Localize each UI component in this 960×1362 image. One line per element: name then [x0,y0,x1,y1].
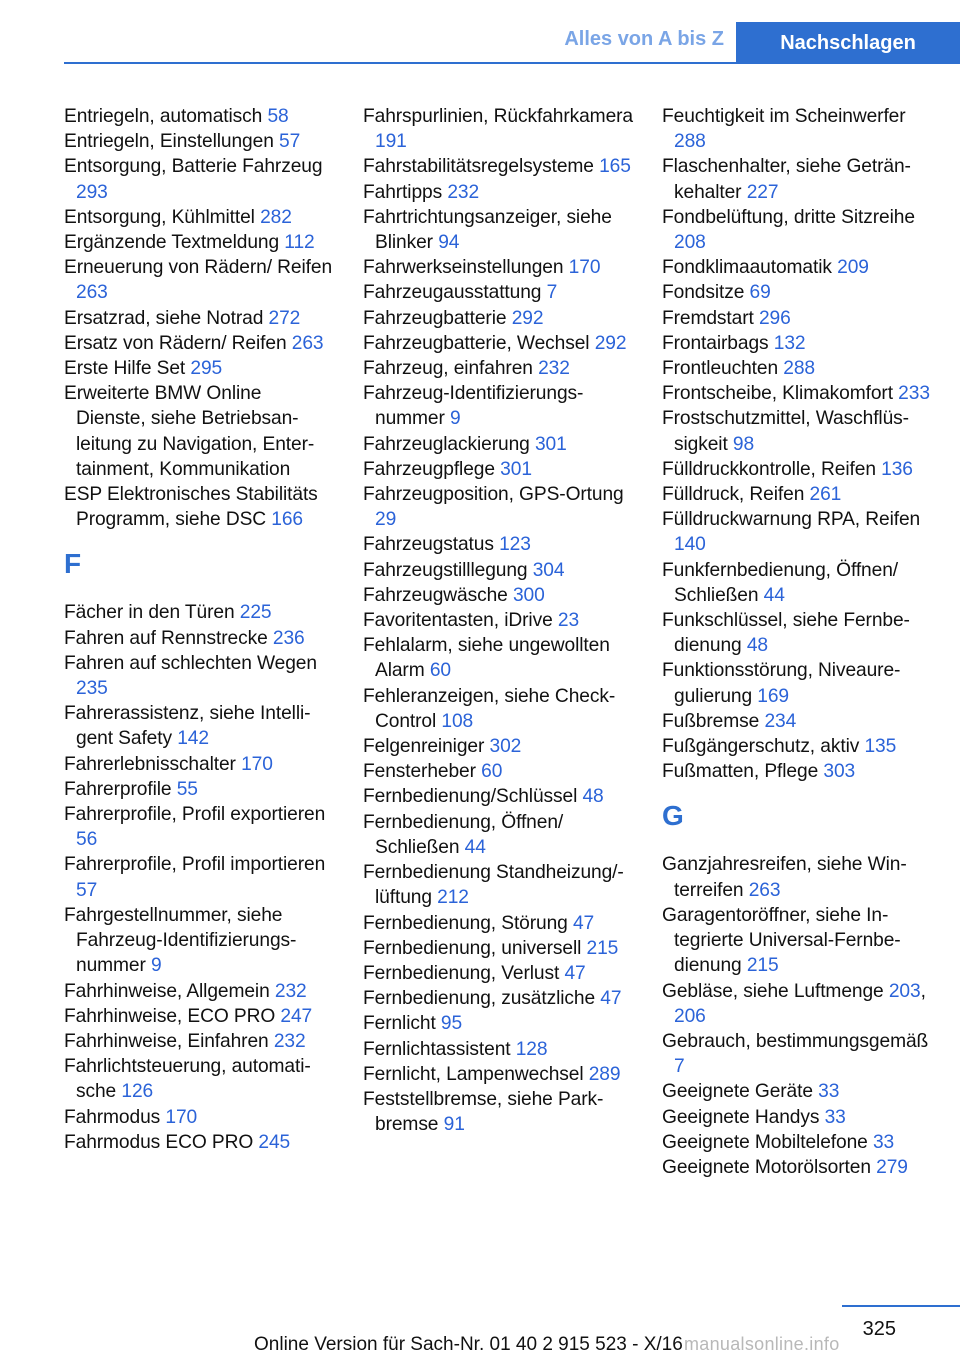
index-entry-text: Fahrzeugposition, GPS-Ortung [363,484,624,506]
index-entry [64,482,334,532]
index-entry [662,903,932,979]
index-column-1 [64,104,334,1155]
index-entry-text: Erneuerung von Rädern/ Reifen [64,257,333,279]
index-entry-text: Fondsitze [662,282,750,304]
page-link[interactable]: 48 [746,635,768,657]
index-entry [363,432,633,457]
index-entry-text: Fernbedienung, Öffnen/ Schließen [363,811,564,858]
page-link[interactable]: 7 [546,282,558,304]
page-link[interactable]: 295 [190,358,223,380]
index-entry [64,1029,334,1054]
index-entry [363,205,633,255]
index-entry-text: Fahrzeugpflege [363,458,501,480]
index-entry-text: Fernbedienung, Störung [363,912,573,934]
page-link[interactable]: 135 [864,736,897,758]
index-entry-text: Fahrzeugausstattung [363,282,547,304]
index-entry [363,1011,633,1036]
index-entry-text: Felgenreiniger [363,736,490,758]
index-letter-heading: G [662,800,684,832]
index-entry [363,255,633,280]
page-link[interactable]: 60 [481,761,503,783]
index-entry-text: Fahrerprofile [64,778,177,800]
index-entry [64,651,334,701]
index-entry-text: Frostschutzmittel, Waschflüssigkeit [662,408,910,455]
index-entry [662,306,932,331]
page-link[interactable]: 94 [438,232,460,254]
page-link[interactable]: 170 [241,753,273,775]
index-entry-text: Fehlalarm, siehe ungewollten Alarm [363,635,610,682]
page-link[interactable]: 191 [375,131,407,153]
index-column-3 [662,104,932,1180]
page-link[interactable]: 288 [674,131,706,153]
page-link[interactable]: 225 [239,602,272,624]
index-entry [662,280,932,305]
page-link[interactable]: 33 [818,1081,840,1103]
index-entry-text: Fahrerassistenz, siehe Intelligent Safety [64,703,311,750]
index-entry-text: Fahrtrichtungsanzeiger, siehe Blinker [363,206,612,254]
index-entry [363,961,633,986]
index-entry [662,734,932,759]
index-entry-text: Fahrspurlinien, Rückfahrkamera [363,106,634,127]
index-entry [64,1004,334,1029]
index-entry-text: Fernlicht [363,1013,441,1035]
index-entry-text: Flaschenhalter, siehe Getränkehalter [662,156,911,203]
footer-rule [842,1305,960,1307]
page-link[interactable]: 288 [783,358,815,380]
page-link[interactable]: 56 [76,829,98,851]
index-entry [64,104,334,129]
page-link[interactable]: 263 [76,282,108,304]
page-link[interactable]: 126 [121,1081,154,1103]
page-link[interactable]: 132 [773,332,806,354]
index-entry [363,457,633,482]
index-entry [662,331,932,356]
page-link[interactable]: 303 [823,761,856,783]
index-entry [363,482,633,532]
index-entry [662,1155,932,1180]
page-link[interactable]: 292 [594,332,627,354]
index-entry [363,306,633,331]
index-entry [64,331,334,356]
index-entry [64,701,334,751]
page-link[interactable]: 212 [437,887,469,909]
header-rule [64,62,960,64]
index-entry [662,759,932,784]
index-entry-text: Ganzjahresreifen, siehe Winterreifen [662,854,907,901]
index-entry [363,734,633,759]
index-entry-text: Geeignete Geräte [662,1081,819,1103]
index-entry-text: Fahrmodus [64,1106,166,1128]
index-entry-text: Fernbedienung, universell [363,937,587,959]
index-entry-text: Funkfernbedienung, Öffnen/ Schließen [662,559,898,606]
index-entry-text: Frontleuchten [662,358,784,380]
page-link[interactable]: 232 [447,181,480,203]
page-link[interactable]: 279 [876,1156,908,1178]
page-link[interactable]: 247 [280,1005,313,1027]
page-header [0,0,960,64]
page-link[interactable]: 123 [499,534,531,556]
index-entry-text: Fernbedienung, zusätzliche [363,988,601,1010]
index-entry-text: Fernbedienung/Schlüssel [363,786,583,808]
index-entry [363,356,633,381]
index-entry-text: Ersatz von Rädern/ Reifen [64,332,292,354]
index-entry [363,331,633,356]
page-link[interactable]: 296 [758,307,791,329]
index-entry-text: Fahrmodus ECO PRO [64,1131,259,1153]
page-link[interactable]: 232 [538,358,570,380]
index-entry [64,255,334,305]
index-entry [64,356,334,381]
page-link[interactable]: 215 [586,937,619,959]
page-link[interactable]: 128 [515,1038,548,1060]
index-entry-text: Fensterheber [363,761,482,783]
index-entry-text: Fernbedienung, Verlust [363,962,565,984]
index-entry [363,381,633,431]
index-entry-text: Frontairbags [662,332,774,354]
page-link[interactable]: 57 [279,131,301,153]
index-entry-text: Fernlichtassistent [363,1038,516,1060]
index-entry-text: Entriegeln, automatisch [64,106,268,127]
index-entry [363,784,633,809]
index-entry-text: Fahrerprofile, Profil exportieren [64,804,326,826]
index-entry-text: Fahrtipps [363,181,448,203]
index-entry-text: Fahrzeugstatus [363,534,500,556]
index-entry-text: Ersatzrad, siehe Notrad [64,307,269,329]
page-link[interactable]: 98 [732,433,755,455]
page-link[interactable]: 33 [872,1131,895,1153]
page-link[interactable]: 293 [76,181,108,203]
index-entry-text: Fahrgestellnummer, siehe Fahrzeug-Identifizierungsnummer [64,904,297,977]
index-entry-text: Fahrerlebnisschalter [64,753,242,775]
index-entry [363,280,633,305]
index-entry-text: Feststellbremse, siehe Parkbremse [363,1088,604,1136]
page-link[interactable]: 292 [511,307,544,329]
index-entry-text: ESP Elektronisches Stabilitäts Programm, siehe DSC [64,484,318,531]
index-entry [64,381,334,482]
page-link[interactable]: 304 [532,559,565,581]
index-entry-text: Fahrerprofile, Profil importieren [64,854,326,876]
index-entry [363,154,633,179]
page-link[interactable]: 95 [440,1013,463,1035]
page-link[interactable]: 9 [151,955,162,977]
index-entry [662,255,932,280]
page-link[interactable]: 215 [746,955,779,977]
page-link[interactable]: 203 [888,980,921,1002]
page-link[interactable]: 23 [557,610,580,632]
page-link[interactable]: 165 [599,156,631,178]
index-entry [363,583,633,608]
index-column-2 [363,104,633,1137]
index-entry [64,1130,334,1155]
index-entry [662,709,932,734]
index-entry-text: Entsorgung, Kühlmittel [64,206,261,228]
index-entry-text: Fahrzeugwäsche [363,584,513,606]
index-entry [363,936,633,961]
page-link[interactable]: 235 [76,678,108,700]
page-link[interactable]: 112 [284,232,315,254]
index-entry-text: Geeignete Mobiltelefone [662,1131,873,1153]
page-link[interactable]: 263 [291,332,324,354]
page-link[interactable]: 302 [489,736,522,758]
index-entry [363,1037,633,1062]
index-entry-text: Fahrhinweise, Allgemein [64,980,275,1002]
page-link[interactable]: 108 [441,710,474,732]
page-link[interactable]: 170 [165,1106,198,1128]
page-link[interactable]: 142 [177,728,209,750]
index-entry-text: Fußmatten, Pflege [662,761,824,783]
page-link[interactable]: 263 [748,879,781,901]
index-entry [363,684,633,734]
index-entry [662,658,932,708]
index-entry [363,810,633,860]
index-entry [64,777,334,802]
index-entry [363,180,633,205]
index-entry [363,558,633,583]
index-entry [64,1054,334,1104]
index-entry-text: Funktionsstörung, Niveauregulierung [662,660,901,707]
index-entry [363,532,633,557]
index-entry [662,356,932,381]
page-link[interactable]: 60 [429,660,451,682]
index-entry [64,205,334,230]
index-entry-text: Geeignete Motorölsorten [662,1156,877,1178]
page-link[interactable]: 245 [258,1131,291,1153]
page-link[interactable]: 44 [464,836,486,858]
index-entry-text: Fahren auf Rennstrecke [64,627,273,649]
index-entry-text: Fondklimaautomatik [662,257,838,279]
index-entry [662,457,932,482]
page-link[interactable]: 208 [674,232,706,254]
index-entry [64,802,334,852]
index-entry [662,608,932,658]
page-link[interactable]: 272 [268,307,301,329]
index-entry [363,986,633,1011]
index-entry [363,860,633,910]
index-entry [662,507,932,557]
index-entry [662,1105,932,1130]
page-link[interactable]: 301 [500,458,532,480]
index-entry-text: Fahrwerkseinstellungen [363,257,569,279]
page-link[interactable]: 232 [274,980,307,1002]
index-entry [64,979,334,1004]
index-entry-text: Erweiterte BMW Online Dienste, siehe Betriebsanleitung zu Navigation, Entertainment, Kommunikation [64,383,315,480]
page-link[interactable]: 166 [271,509,303,531]
page-link[interactable]: 33 [824,1106,846,1128]
index-entry-text: Gebrauch, bestimmungsgemäß [662,1030,929,1052]
index-entry-text: Fußgängerschutz, aktiv [662,736,865,758]
index-entry-text: Fahrhinweise, Einfahren [64,1030,274,1052]
index-entry [64,1105,334,1130]
index-entry-text: Fahrzeug-Identifizierungsnummer [363,383,584,430]
page-link[interactable]: 233 [898,383,930,405]
index-entry-text: Gebläse, siehe Luftmenge [662,980,889,1002]
page-link[interactable]: 289 [588,1063,621,1085]
index-entry-text: Fülldruckwarnung RPA, Reifen [662,509,921,531]
index-entry [64,626,334,651]
index-entry-text: Favoritentasten, iDrive [363,610,558,632]
index-entry [662,558,932,608]
index-entry [662,1079,932,1104]
index-entry-text: Fremdstart [662,307,759,329]
page-link[interactable]: 55 [176,778,198,800]
index-entry [662,852,932,902]
page-link[interactable]: 236 [272,627,305,649]
page-link[interactable]: 170 [568,257,601,279]
index-entry-text: Ergänzende Textmeldung [64,232,285,254]
index-entry [363,911,633,936]
index-entry [64,154,334,204]
online-version-note: Online Version für Sach-Nr. 01 40 2 915 523 - X/16 [254,1334,683,1355]
page-link[interactable]: 57 [76,879,98,901]
page-link[interactable]: 91 [443,1114,465,1136]
index-entry-text: Fahrzeugbatterie, Wechsel [363,332,595,354]
index-entry [662,979,932,1029]
index-entry-text: Fernlicht, Lampenwechsel [363,1063,589,1085]
page-separator: , [920,980,926,1002]
index-entry-text: Frontscheibe, Klimakomfort [662,383,899,405]
page-link[interactable]: 29 [375,509,397,531]
page-link[interactable]: 47 [564,962,586,984]
index-entry [64,903,334,979]
index-entry [64,852,334,902]
index-entry [363,759,633,784]
index-entry [64,600,334,625]
page-link[interactable]: 9 [450,408,461,430]
page-link[interactable]: 301 [534,433,567,455]
index-entry [662,1130,932,1155]
page-link[interactable]: 47 [572,912,595,934]
index-entry [64,306,334,331]
page-number: 325 [862,1318,896,1340]
page-link[interactable]: 232 [273,1030,306,1052]
index-entry [363,1087,633,1137]
index-entry [662,104,932,154]
index-entry [662,154,932,204]
page-link[interactable]: 69 [749,282,771,304]
page-link[interactable]: 206 [674,1005,706,1027]
index-entry [64,230,334,255]
page-link[interactable]: 136 [881,458,913,480]
index-entry-text: Erste Hilfe Set [64,358,191,380]
index-entry-text: Fahrzeugbatterie [363,307,512,329]
page-link[interactable]: 300 [512,584,545,606]
index-entry-text: Entsorgung, Batterie Fahrzeug [64,156,323,178]
page-link[interactable]: 234 [764,710,797,732]
index-entry-text: Funkschlüssel, siehe Fernbedienung [662,610,910,657]
index-entry-text: Entriegeln, Einstellungen [64,131,280,153]
index-entry-text: Fülldruck, Reifen [662,484,810,506]
index-entry-text: Fahrzeugstilllegung [363,559,533,581]
index-entry-text: Fahrlichtsteuerung, automatische [64,1056,311,1103]
index-entry [662,205,932,255]
page-link[interactable]: 140 [674,534,706,556]
index-entry-text: Garagentoröffner, siehe Integrierte Universal-Fernbedienung [662,904,901,977]
index-entry [363,633,633,683]
index-entry [363,608,633,633]
page-link[interactable]: 282 [260,206,292,228]
page-link[interactable]: 58 [267,106,289,127]
index-entry-text: Geeignete Handys [662,1106,825,1128]
watermark: manualsonline.info [684,1334,840,1354]
chapter-tab: Nachschlagen [736,22,960,64]
index-entry [662,1029,932,1079]
index-entry [64,129,334,154]
page-link[interactable]: 209 [837,257,869,279]
index-entry [64,752,334,777]
page-link[interactable]: 7 [674,1056,685,1078]
index-entry [363,104,633,154]
index-entry-text: Fahrzeug, einfahren [363,358,539,380]
page-link[interactable]: 227 [746,181,779,203]
index-entry-text: Fahrstabilitätsregelsysteme [363,156,600,178]
index-entry-text: Fächer in den Türen [64,602,240,624]
index-entry-text: Fernbedienung Standheizung/-lüftung [363,862,624,909]
index-entry-text: Fülldruckkontrolle, Reifen [662,458,882,480]
index-letter-heading: F [64,548,82,580]
page-link[interactable]: 48 [582,786,604,808]
page-link[interactable]: 47 [600,988,622,1010]
index-entry-text: Feuchtigkeit im Scheinwerfer [662,106,906,127]
index-entry-text: Fahrhinweise, ECO PRO [64,1005,281,1027]
index-entry [363,1062,633,1087]
index-entry-text: Fahren auf schlechten Wegen [64,652,317,674]
index-entry [662,406,932,456]
index-entry [662,482,932,507]
index-entry-text: Fahrzeuglackierung [363,433,535,455]
section-title: Alles von A bis Z [564,28,724,50]
index-entry [662,381,932,406]
index-entry-text: Fehleranzeigen, siehe Check-Control [363,685,616,732]
page-link[interactable]: 261 [809,484,842,506]
index-entry-text: Fondbelüftung, dritte Sitzreihe [662,206,915,228]
page-link[interactable]: 44 [763,584,785,606]
page-link[interactable]: 169 [757,685,789,707]
index-entry-text: Fußbremse [662,710,765,732]
